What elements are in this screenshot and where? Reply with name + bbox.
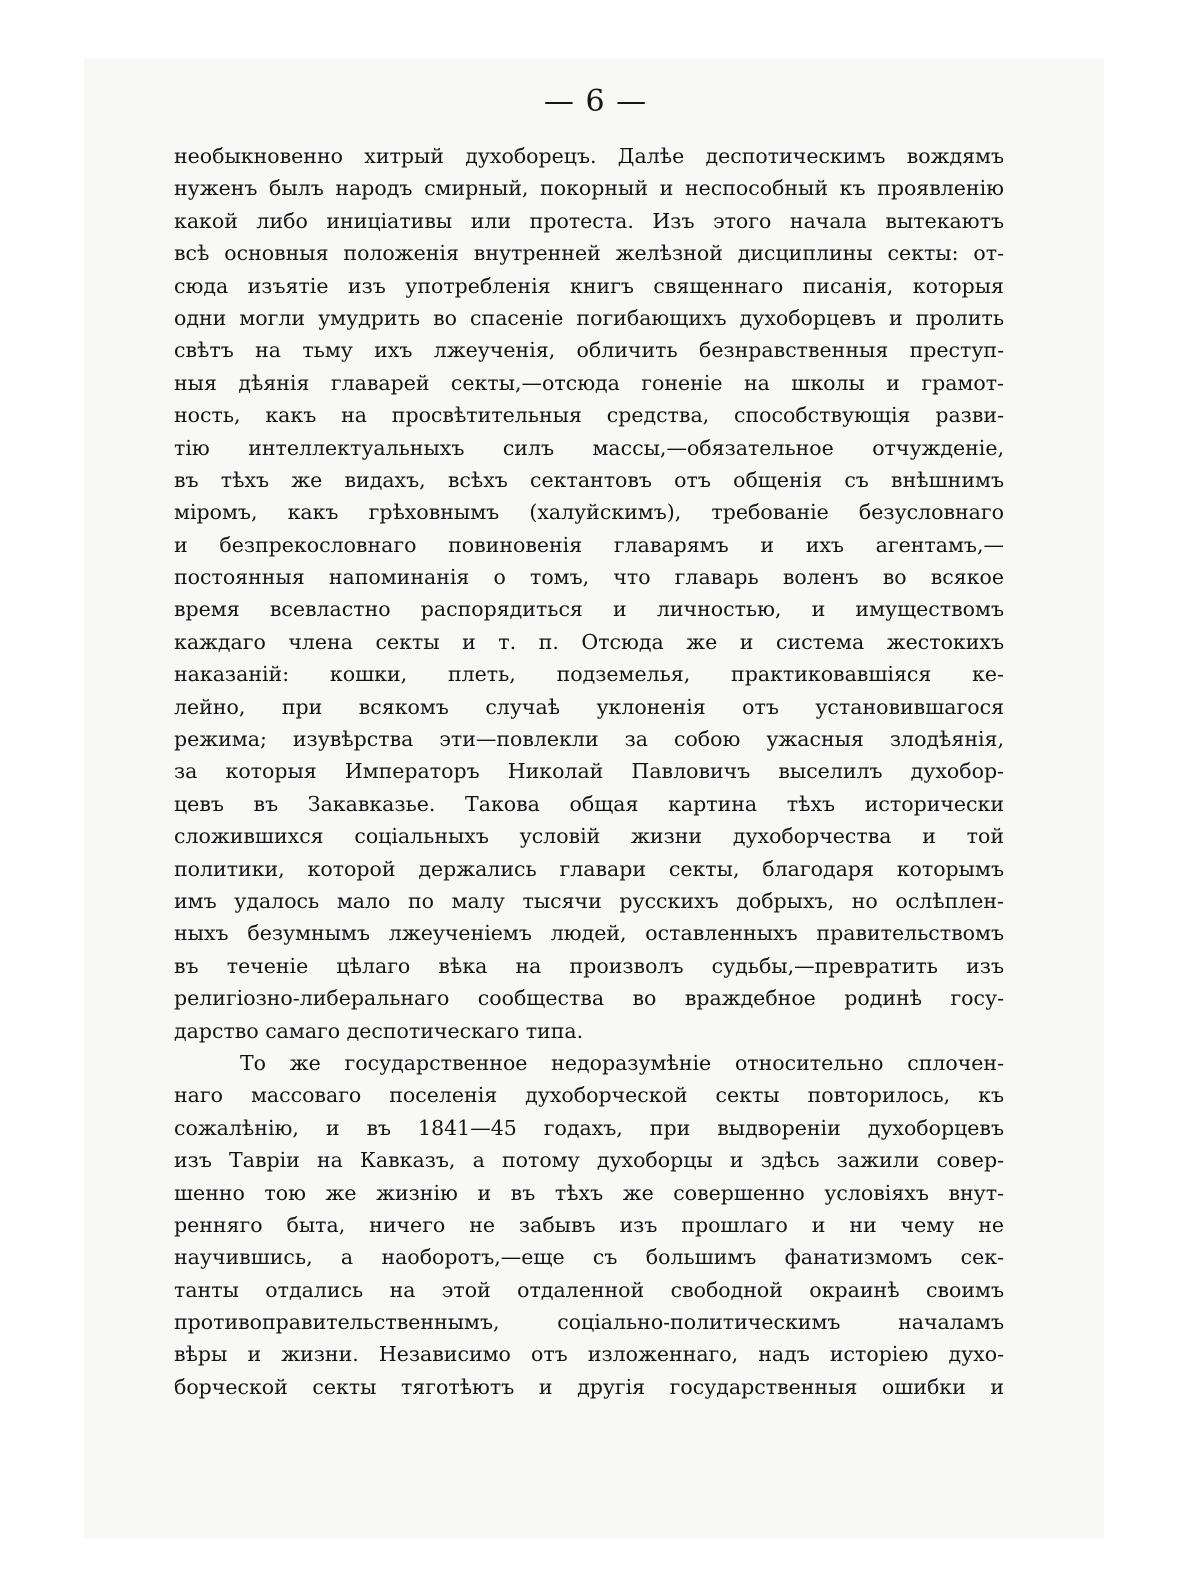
text-line: вѣры и жизни. Независимо отъ изложеннаго, надъ исторіею духо- <box>174 1342 1004 1367</box>
text-line: То же государственное недоразумѣніе относительно сплочен- <box>240 1050 1004 1075</box>
text-line: ныхъ безумнымъ лжеученіемъ людей, оставленныхъ правительствомъ <box>174 921 1004 946</box>
text-line: цевъ въ Закавказье. Такова общая картина тѣхъ исторически <box>174 791 1004 816</box>
text-line: танты отдались на этой отдаленной свободной окраинѣ своимъ <box>174 1277 1004 1302</box>
text-line: какой либо иниціативы или протеста. Изъ этого начала вытекаютъ <box>174 208 1004 233</box>
text-line: сожалѣнію, и въ 1841—45 годахъ, при выдвореніи духоборцевъ <box>174 1115 1004 1140</box>
text-line: тію интеллектуальныхъ силъ массы,—обязательное отчужденіе, <box>174 435 1004 460</box>
text-line: сюда изъятіе изъ употребленія книгъ священнаго писанія, которыя <box>174 273 1004 298</box>
text-line: наказаній: кошки, плеть, подземелья, практиковавшіяся ке- <box>174 662 1004 687</box>
text-line: политики, которой держались главари секты, благодаря которымъ <box>174 856 1004 881</box>
text-line: всѣ основныя положенія внутренней желѣзной дисциплины секты: от- <box>174 241 1004 266</box>
text-line: наго массоваго поселенія духоборческой секты повторилось, къ <box>174 1083 1004 1108</box>
text-line: изъ Тавріи на Кавказъ, а потому духоборцы и здѣсь зажили совер- <box>174 1148 1004 1173</box>
text-line: міромъ, какъ грѣховнымъ (халуйскимъ), требованіе безусловнаго <box>174 500 1004 525</box>
text-line: въ теченіе цѣлаго вѣка на произволъ судьбы,—превратить изъ <box>174 953 1004 978</box>
text-line: противоправительственнымъ, соціально-политическимъ началамъ <box>174 1310 1004 1335</box>
text-line: за которыя Императоръ Николай Павловичъ выселилъ духобор- <box>174 759 1004 784</box>
text-line: необыкновенно хитрый духоборецъ. Далѣе деспотическимъ вождямъ <box>174 144 1004 168</box>
text-line: дарство самаго деспотическаго типа. <box>174 1018 584 1043</box>
text-line: религіозно-либеральнаго сообщества во враждебное родинѣ госу- <box>174 986 1004 1011</box>
body-text <box>174 140 1004 1403</box>
paragraph <box>174 140 1004 1047</box>
text-line: ныя дѣянія главарей секты,—отсюда гоненіе на школы и грамот- <box>174 370 1004 395</box>
text-line: имъ удалось мало по малу тысячи русскихъ добрыхъ, но ослѣплен- <box>174 888 1004 913</box>
text-line: ренняго быта, ничего не забывъ изъ прошлаго и ни чему не <box>174 1212 1004 1237</box>
page-number: — 6 — <box>543 84 648 119</box>
text-line: лейно, при всякомъ случаѣ уклоненія отъ установившагося <box>174 694 1004 719</box>
text-line: борческой секты тяготѣютъ и другія государственныя ошибки и <box>174 1374 1004 1399</box>
text-line: сложившихся соціальныхъ условій жизни духоборчества и той <box>174 824 1004 849</box>
paragraph <box>174 1047 1004 1403</box>
text-line: ность, какъ на просвѣтительныя средства, способствующія разви- <box>174 403 1004 428</box>
text-line: свѣтъ на тьму ихъ лжеученія, обличить безнравственныя преступ- <box>174 338 1004 363</box>
text-line: режима; изувѣрства эти—повлекли за собою ужасныя злодѣянія, <box>174 727 1004 752</box>
text-line: каждаго члена секты и т. п. Отсюда же и система жестокихъ <box>174 629 1004 654</box>
text-line: время всевластно распорядиться и личностью, и имуществомъ <box>174 597 1004 622</box>
text-line: шенно тою же жизнію и въ тѣхъ же совершенно условіяхъ внут- <box>174 1180 1004 1205</box>
text-line: научившись, а наоборотъ,—еще съ большимъ фанатизмомъ сек- <box>174 1245 1004 1270</box>
text-line: нуженъ былъ народъ смирный, покорный и неспособный къ проявленію <box>174 176 1004 201</box>
text-line: постоянныя напоминанія о томъ, что главарь воленъ во всякое <box>174 565 1004 590</box>
text-line: въ тѣхъ же видахъ, всѣхъ сектантовъ отъ общенія съ внѣшнимъ <box>174 467 1004 492</box>
text-line: и безпрекословнаго повиновенія главарямъ и ихъ агентамъ,— <box>174 532 1004 557</box>
text-line: одни могли умудрить во спасеніе погибающихъ духоборцевъ и пролить <box>174 305 1004 330</box>
